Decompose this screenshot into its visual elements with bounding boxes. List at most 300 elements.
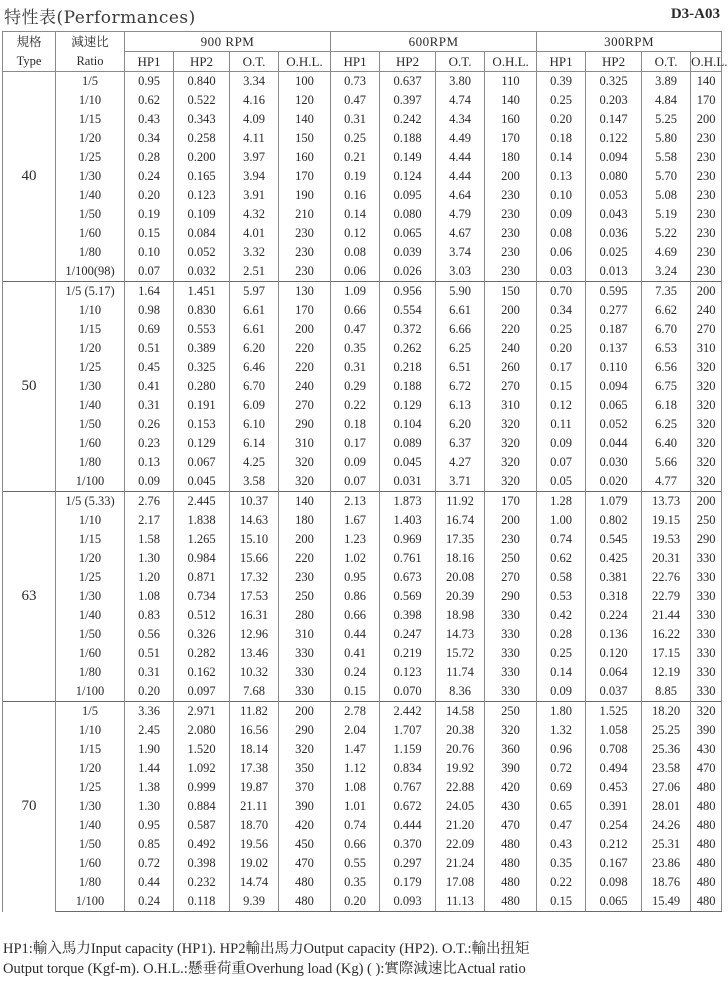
value-cell: 0.74 xyxy=(537,530,586,549)
value-cell: 270 xyxy=(485,377,537,396)
ot-header: O.T. xyxy=(642,52,691,72)
value-cell: 4.16 xyxy=(230,91,279,110)
value-cell: 0.219 xyxy=(380,644,436,663)
value-cell: 1.38 xyxy=(125,778,174,797)
value-cell: 7.68 xyxy=(230,682,279,702)
value-cell: 130 xyxy=(279,282,331,302)
value-cell: 0.20 xyxy=(125,682,174,702)
table-row xyxy=(3,606,722,625)
value-cell: 14.58 xyxy=(436,702,485,722)
value-cell: 5.25 xyxy=(642,110,691,129)
value-cell: 2.78 xyxy=(331,702,380,722)
value-cell: 320 xyxy=(279,740,331,759)
value-cell: 0.052 xyxy=(174,243,230,262)
value-cell: 320 xyxy=(485,472,537,492)
table-row xyxy=(3,721,722,740)
value-cell: 0.398 xyxy=(380,606,436,625)
table-row xyxy=(3,740,722,759)
value-cell: 0.06 xyxy=(331,262,380,282)
value-cell: 0.097 xyxy=(174,682,230,702)
value-cell: 0.254 xyxy=(586,816,642,835)
ratio-cell: 1/15 xyxy=(56,740,125,759)
value-cell: 0.212 xyxy=(586,835,642,854)
value-cell: 270 xyxy=(691,320,722,339)
value-cell: 15.10 xyxy=(230,530,279,549)
table-row xyxy=(3,644,722,663)
value-cell: 150 xyxy=(279,129,331,148)
value-cell: 1.159 xyxy=(380,740,436,759)
value-cell: 430 xyxy=(485,797,537,816)
value-cell: 1.12 xyxy=(331,759,380,778)
value-cell: 0.44 xyxy=(125,873,174,892)
value-cell: 0.064 xyxy=(586,663,642,682)
value-cell: 0.258 xyxy=(174,129,230,148)
value-cell: 310 xyxy=(691,339,722,358)
ratio-cell: 1/80 xyxy=(56,453,125,472)
type-cn-label: 規格 xyxy=(16,34,42,49)
value-cell: 480 xyxy=(485,854,537,873)
value-cell: 2.445 xyxy=(174,492,230,512)
value-cell: 0.188 xyxy=(380,129,436,148)
value-cell: 0.11 xyxy=(537,415,586,434)
value-cell: 0.09 xyxy=(537,434,586,453)
ratio-column-header xyxy=(56,32,125,72)
value-cell: 5.80 xyxy=(642,129,691,148)
value-cell: 0.96 xyxy=(537,740,586,759)
value-cell: 480 xyxy=(691,816,722,835)
value-cell: 230 xyxy=(279,224,331,243)
value-cell: 0.026 xyxy=(380,262,436,282)
value-cell: 0.20 xyxy=(537,110,586,129)
table-row xyxy=(3,129,722,148)
type-en-label: Type xyxy=(16,53,42,68)
ratio-cell: 1/80 xyxy=(56,243,125,262)
legend-line-1: HP1:輸入馬力Input capacity (HP1). HP2輸出馬力Output capacity (HP2). O.T.:輸出扭矩 xyxy=(3,941,530,957)
value-cell: 0.147 xyxy=(586,110,642,129)
value-cell: 0.51 xyxy=(125,644,174,663)
value-cell: 0.053 xyxy=(586,186,642,205)
value-cell: 0.124 xyxy=(380,167,436,186)
value-cell: 0.51 xyxy=(125,339,174,358)
value-cell: 0.09 xyxy=(331,453,380,472)
value-cell: 7.35 xyxy=(642,282,691,302)
ratio-cell: 1/50 xyxy=(56,625,125,644)
value-cell: 180 xyxy=(485,148,537,167)
hp1-header: HP1 xyxy=(125,52,174,72)
value-cell: 2.971 xyxy=(174,702,230,722)
value-cell: 1.525 xyxy=(586,702,642,722)
ratio-cell: 1/20 xyxy=(56,549,125,568)
value-cell: 6.25 xyxy=(642,415,691,434)
value-cell: 0.045 xyxy=(380,453,436,472)
value-cell: 6.20 xyxy=(230,339,279,358)
table-row xyxy=(3,663,722,682)
ratio-cell: 1/15 xyxy=(56,110,125,129)
value-cell: 4.67 xyxy=(436,224,485,243)
value-cell: 0.397 xyxy=(380,91,436,110)
value-cell: 0.031 xyxy=(380,472,436,492)
value-cell: 0.030 xyxy=(586,453,642,472)
value-cell: 18.20 xyxy=(642,702,691,722)
value-cell: 420 xyxy=(485,778,537,797)
table-row xyxy=(3,396,722,415)
value-cell: 170 xyxy=(279,301,331,320)
value-cell: 0.44 xyxy=(331,625,380,644)
value-cell: 3.24 xyxy=(642,262,691,282)
value-cell: 320 xyxy=(691,415,722,434)
table-row xyxy=(3,797,722,816)
value-cell: 6.46 xyxy=(230,358,279,377)
value-cell: 160 xyxy=(485,110,537,129)
value-cell: 4.27 xyxy=(436,453,485,472)
value-cell: 0.325 xyxy=(586,72,642,92)
ratio-cell: 1/50 xyxy=(56,415,125,434)
value-cell: 0.137 xyxy=(586,339,642,358)
value-cell: 22.09 xyxy=(436,835,485,854)
value-cell: 0.098 xyxy=(586,873,642,892)
value-cell: 0.065 xyxy=(380,224,436,243)
value-cell: 320 xyxy=(279,472,331,492)
ratio-cell: 1/80 xyxy=(56,663,125,682)
table-row xyxy=(3,224,722,243)
value-cell: 6.51 xyxy=(436,358,485,377)
value-cell: 0.18 xyxy=(331,415,380,434)
table-row xyxy=(3,167,722,186)
page-title: 特性表(Performances) xyxy=(4,8,196,28)
value-cell: 0.569 xyxy=(380,587,436,606)
value-cell: 1.20 xyxy=(125,568,174,587)
value-cell: 2.51 xyxy=(230,262,279,282)
value-cell: 0.25 xyxy=(537,91,586,110)
ratio-cell: 1/30 xyxy=(56,377,125,396)
value-cell: 470 xyxy=(485,816,537,835)
value-cell: 0.247 xyxy=(380,625,436,644)
value-cell: 320 xyxy=(691,472,722,492)
ratio-cell: 1/25 xyxy=(56,358,125,377)
value-cell: 0.080 xyxy=(380,205,436,224)
value-cell: 20.39 xyxy=(436,587,485,606)
value-cell: 330 xyxy=(691,663,722,682)
value-cell: 15.49 xyxy=(642,892,691,912)
value-cell: 0.673 xyxy=(380,568,436,587)
value-cell: 0.840 xyxy=(174,72,230,92)
ratio-cell: 1/60 xyxy=(56,434,125,453)
value-cell: 17.35 xyxy=(436,530,485,549)
value-cell: 0.153 xyxy=(174,415,230,434)
value-cell: 9.39 xyxy=(230,892,279,912)
legend-footer xyxy=(3,939,530,979)
ratio-cell: 1/5 xyxy=(56,702,125,722)
value-cell: 0.065 xyxy=(586,892,642,912)
value-cell: 3.94 xyxy=(230,167,279,186)
value-cell: 140 xyxy=(279,492,331,512)
value-cell: 2.17 xyxy=(125,511,174,530)
value-cell: 1.265 xyxy=(174,530,230,549)
performance-table xyxy=(2,31,728,912)
value-cell: 480 xyxy=(691,892,722,912)
value-cell: 6.25 xyxy=(436,339,485,358)
value-cell: 360 xyxy=(485,740,537,759)
value-cell: 2.080 xyxy=(174,721,230,740)
value-cell: 0.587 xyxy=(174,816,230,835)
ratio-cell: 1/100(98) xyxy=(56,262,125,282)
value-cell: 0.31 xyxy=(331,110,380,129)
value-cell: 0.045 xyxy=(174,472,230,492)
value-cell: 6.14 xyxy=(230,434,279,453)
value-cell: 2.13 xyxy=(331,492,380,512)
value-cell: 0.398 xyxy=(174,854,230,873)
value-cell: 270 xyxy=(279,396,331,415)
value-cell: 0.15 xyxy=(125,224,174,243)
ratio-cell: 1/40 xyxy=(56,606,125,625)
value-cell: 0.044 xyxy=(586,434,642,453)
value-cell: 330 xyxy=(279,682,331,702)
value-cell: 1.67 xyxy=(331,511,380,530)
value-cell: 0.83 xyxy=(125,606,174,625)
value-cell: 0.453 xyxy=(586,778,642,797)
value-cell: 0.039 xyxy=(380,243,436,262)
ohl-header: O.H.L. xyxy=(485,52,537,72)
value-cell: 320 xyxy=(691,358,722,377)
value-cell: 200 xyxy=(485,301,537,320)
value-cell: 0.370 xyxy=(380,835,436,854)
value-cell: 320 xyxy=(691,453,722,472)
value-cell: 0.85 xyxy=(125,835,174,854)
value-cell: 0.07 xyxy=(537,453,586,472)
value-cell: 0.123 xyxy=(174,186,230,205)
value-cell: 18.98 xyxy=(436,606,485,625)
value-cell: 330 xyxy=(691,549,722,568)
value-cell: 0.35 xyxy=(331,339,380,358)
ratio-cell: 1/40 xyxy=(56,396,125,415)
value-cell: 0.13 xyxy=(537,167,586,186)
value-cell: 3.89 xyxy=(642,72,691,92)
ratio-cell: 1/15 xyxy=(56,320,125,339)
value-cell: 0.065 xyxy=(586,396,642,415)
value-cell: 330 xyxy=(691,606,722,625)
value-cell: 220 xyxy=(279,549,331,568)
value-cell: 0.343 xyxy=(174,110,230,129)
value-cell: 4.84 xyxy=(642,91,691,110)
value-cell: 0.325 xyxy=(174,358,230,377)
rpm-900-header: 900 RPM xyxy=(125,32,331,52)
value-cell: 230 xyxy=(691,205,722,224)
value-cell: 8.36 xyxy=(436,682,485,702)
value-cell: 470 xyxy=(691,759,722,778)
value-cell: 0.118 xyxy=(174,892,230,912)
value-cell: 250 xyxy=(279,587,331,606)
table-row xyxy=(3,262,722,282)
value-cell: 140 xyxy=(485,91,537,110)
table-row xyxy=(3,453,722,472)
value-cell: 0.56 xyxy=(125,625,174,644)
rpm-300-header: 300RPM xyxy=(537,32,722,52)
value-cell: 240 xyxy=(279,377,331,396)
value-cell: 1.09 xyxy=(331,282,380,302)
value-cell: 16.74 xyxy=(436,511,485,530)
value-cell: 230 xyxy=(691,262,722,282)
value-cell: 0.31 xyxy=(125,396,174,415)
value-cell: 0.036 xyxy=(586,224,642,243)
value-cell: 290 xyxy=(485,587,537,606)
value-cell: 13.46 xyxy=(230,644,279,663)
value-cell: 0.067 xyxy=(174,453,230,472)
value-cell: 310 xyxy=(279,434,331,453)
ratio-cell: 1/40 xyxy=(56,816,125,835)
ratio-cell: 1/50 xyxy=(56,835,125,854)
value-cell: 21.44 xyxy=(642,606,691,625)
table-row xyxy=(3,625,722,644)
ratio-cell: 1/20 xyxy=(56,759,125,778)
value-cell: 15.66 xyxy=(230,549,279,568)
legend-line-2: Output torque (Kgf-m). O.H.L.:懸垂荷重Overhung load (Kg) ( ):實際減速比Actual ratio xyxy=(3,961,526,977)
value-cell: 18.16 xyxy=(436,549,485,568)
value-cell: 11.92 xyxy=(436,492,485,512)
value-cell: 24.26 xyxy=(642,816,691,835)
ratio-cell: 1/25 xyxy=(56,148,125,167)
value-cell: 0.03 xyxy=(537,262,586,282)
value-cell: 14.74 xyxy=(230,873,279,892)
document-code: D3-A03 xyxy=(670,6,720,22)
value-cell: 19.92 xyxy=(436,759,485,778)
value-cell: 320 xyxy=(691,396,722,415)
value-cell: 6.61 xyxy=(230,320,279,339)
value-cell: 0.372 xyxy=(380,320,436,339)
value-cell: 480 xyxy=(279,892,331,912)
value-cell: 0.093 xyxy=(380,892,436,912)
ratio-cell: 1/5 xyxy=(56,72,125,92)
value-cell: 0.20 xyxy=(537,339,586,358)
value-cell: 200 xyxy=(485,167,537,186)
value-cell: 480 xyxy=(485,892,537,912)
value-cell: 320 xyxy=(691,377,722,396)
value-cell: 0.834 xyxy=(380,759,436,778)
value-cell: 0.095 xyxy=(380,186,436,205)
value-cell: 0.43 xyxy=(125,110,174,129)
value-cell: 0.58 xyxy=(537,568,586,587)
value-cell: 200 xyxy=(691,492,722,512)
value-cell: 0.224 xyxy=(586,606,642,625)
ratio-cell: 1/50 xyxy=(56,205,125,224)
value-cell: 0.389 xyxy=(174,339,230,358)
value-cell: 170 xyxy=(485,129,537,148)
value-cell: 0.522 xyxy=(174,91,230,110)
table-row xyxy=(3,568,722,587)
ohl-header: O.H.L. xyxy=(279,52,331,72)
value-cell: 0.013 xyxy=(586,262,642,282)
value-cell: 0.162 xyxy=(174,663,230,682)
value-cell: 20.76 xyxy=(436,740,485,759)
value-cell: 0.999 xyxy=(174,778,230,797)
value-cell: 1.079 xyxy=(586,492,642,512)
ratio-cell: 1/60 xyxy=(56,224,125,243)
value-cell: 4.69 xyxy=(642,243,691,262)
value-cell: 0.165 xyxy=(174,167,230,186)
value-cell: 0.262 xyxy=(380,339,436,358)
value-cell: 0.297 xyxy=(380,854,436,873)
value-cell: 3.32 xyxy=(230,243,279,262)
value-cell: 0.080 xyxy=(586,167,642,186)
value-cell: 16.31 xyxy=(230,606,279,625)
value-cell: 110 xyxy=(485,72,537,92)
value-cell: 20.31 xyxy=(642,549,691,568)
value-cell: 0.767 xyxy=(380,778,436,797)
value-cell: 0.22 xyxy=(537,873,586,892)
value-cell: 220 xyxy=(279,339,331,358)
value-cell: 200 xyxy=(485,511,537,530)
value-cell: 1.80 xyxy=(537,702,586,722)
value-cell: 0.08 xyxy=(537,224,586,243)
value-cell: 160 xyxy=(279,148,331,167)
value-cell: 6.72 xyxy=(436,377,485,396)
value-cell: 260 xyxy=(485,358,537,377)
value-cell: 0.052 xyxy=(586,415,642,434)
value-cell: 5.66 xyxy=(642,453,691,472)
value-cell: 0.282 xyxy=(174,644,230,663)
ratio-cell: 1/20 xyxy=(56,129,125,148)
value-cell: 10.32 xyxy=(230,663,279,682)
value-cell: 0.41 xyxy=(125,377,174,396)
value-cell: 0.31 xyxy=(125,663,174,682)
value-cell: 5.08 xyxy=(642,186,691,205)
value-cell: 430 xyxy=(691,740,722,759)
value-cell: 0.28 xyxy=(125,148,174,167)
type-column-header xyxy=(3,32,56,72)
value-cell: 220 xyxy=(279,358,331,377)
table-row xyxy=(3,759,722,778)
table-row xyxy=(3,301,722,320)
value-cell: 6.10 xyxy=(230,415,279,434)
value-cell: 0.218 xyxy=(380,358,436,377)
value-cell: 0.149 xyxy=(380,148,436,167)
value-cell: 0.761 xyxy=(380,549,436,568)
value-cell: 0.734 xyxy=(174,587,230,606)
value-cell: 8.85 xyxy=(642,682,691,702)
model-type-cell: 63 xyxy=(3,492,56,702)
value-cell: 0.830 xyxy=(174,301,230,320)
value-cell: 1.873 xyxy=(380,492,436,512)
table-row xyxy=(3,205,722,224)
ohl-header: O.H.L. xyxy=(691,52,722,72)
ratio-cell: 1/10 xyxy=(56,511,125,530)
value-cell: 0.25 xyxy=(537,644,586,663)
value-cell: 23.58 xyxy=(642,759,691,778)
value-cell: 140 xyxy=(279,110,331,129)
value-cell: 5.58 xyxy=(642,148,691,167)
value-cell: 6.53 xyxy=(642,339,691,358)
value-cell: 22.88 xyxy=(436,778,485,797)
value-cell: 0.043 xyxy=(586,205,642,224)
value-cell: 320 xyxy=(485,434,537,453)
value-cell: 320 xyxy=(485,453,537,472)
value-cell: 5.90 xyxy=(436,282,485,302)
value-cell: 330 xyxy=(485,682,537,702)
value-cell: 0.037 xyxy=(586,682,642,702)
value-cell: 0.15 xyxy=(331,682,380,702)
value-cell: 330 xyxy=(485,606,537,625)
hp2-header: HP2 xyxy=(586,52,642,72)
value-cell: 1.01 xyxy=(331,797,380,816)
value-cell: 0.19 xyxy=(331,167,380,186)
value-cell: 0.43 xyxy=(537,835,586,854)
value-cell: 200 xyxy=(279,530,331,549)
value-cell: 1.44 xyxy=(125,759,174,778)
value-cell: 370 xyxy=(279,778,331,797)
value-cell: 4.11 xyxy=(230,129,279,148)
value-cell: 0.802 xyxy=(586,511,642,530)
value-cell: 21.24 xyxy=(436,854,485,873)
value-cell: 320 xyxy=(691,702,722,722)
